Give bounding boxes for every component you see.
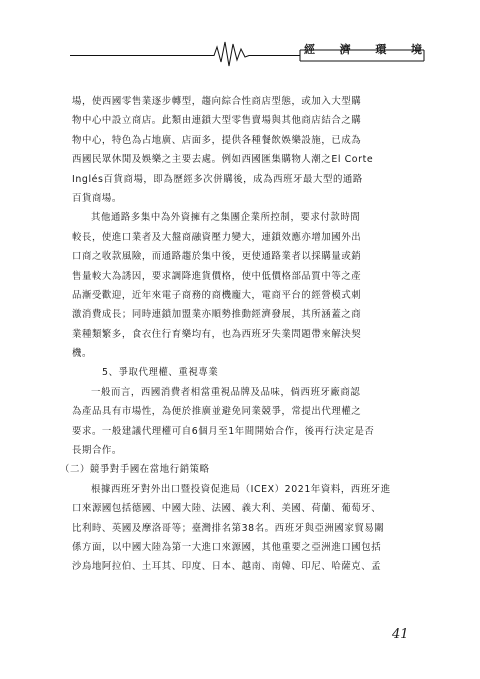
body-text [60,92,428,577]
text-line: 口商之收款風險，而通路趨於集中後，更使通路業者以採購量或銷 [72,251,362,263]
text-line: 物中心，特色為占地廣、店面多，提供各種餐飲娛樂設施，已成為 [72,134,362,146]
text-line: 售量較大為誘因，要求調降進貨價格，使中低價格部品質中等之產 [72,270,362,282]
header-decoration [0,0,480,80]
heartbeat-wave-icon [210,42,258,66]
text-line: 激消費成長；同時連鎖加盟業亦順勢推動經濟發展，其所涵蓋之商 [72,309,362,321]
header-char: 境 [410,43,422,56]
text-line: 長期合作。 [72,445,122,457]
text-line: 一般而言，西國消費者相當重視品牌及品味，倘西班牙廠商認 [91,386,361,398]
text-line: 品漸受歡迎，近年來電子商務的商機龐大，電商平台的經營模式刺 [72,289,362,301]
text-line: 機。 [72,348,92,360]
item-heading: 5、爭取代理權、重視專業 [102,367,219,379]
section-heading: （二）競爭對手國在當地行銷策略 [60,464,210,476]
header-char: 環 [375,43,387,56]
text-line: 場，使西國零售業逐步轉型，趨向綜合性商店型態，或加入大型購 [72,96,362,107]
text-line: 要求。一般建議代理權可自6個月至1年間開始合作，後再行決定是否 [72,425,375,437]
paragraph [72,92,428,208]
text-line: 其他通路多集中為外資擁有之集團企業所控制，要求付款時間 [91,212,361,224]
text-line: 業種類繁多，食衣住行育樂均有，也為西班牙失業問題帶來解決契 [72,328,362,340]
paragraph [72,208,428,363]
header-title [304,42,422,56]
text-line: 沙烏地阿拉伯、土耳其、印度、日本、越南、南韓、印尼、哈薩克、孟 [72,561,382,573]
text-line: 百貨商場。 [72,192,122,204]
header-char: 濟 [339,43,351,56]
text-line: 口來源國包括德國、中國大陸、法國、義大利、美國、荷蘭、葡萄牙、 [72,503,382,515]
text-line: Inglés百貨商場，即為歷經多次併購後，成為西班牙最大型的通路 [72,173,363,185]
text-line: 為產品具有市場性，為便於推廣並避免同業競爭，常提出代理權之 [72,406,362,418]
header-char: 經 [304,43,315,56]
section-2 [60,460,428,576]
text-line: 係方面，以中國大陸為第一大進口來源國，其他重要之亞洲進口國包括 [72,541,382,553]
text-line: 物中心中設立商店。此類由連鎖大型零售賣場與其他商店結合之購 [72,115,362,127]
page-number: 41 [392,627,409,642]
list-item-5 [72,363,428,460]
text-line: 比利時、英國及摩洛哥等；臺灣排名第38名。西班牙與亞洲國家貿易關 [72,522,385,534]
text-line: 根據西班牙對外出口暨投資促進局（ICEX）2021年資料，西班牙進 [91,483,391,495]
text-line: 西國民眾休閒及娛樂之主要去處。例如西國匯集購物人潮之El Corte [72,154,374,166]
text-line: 較長，使進口業者及大盤商融資壓力變大，連鎖效應亦增加國外出 [72,231,362,243]
